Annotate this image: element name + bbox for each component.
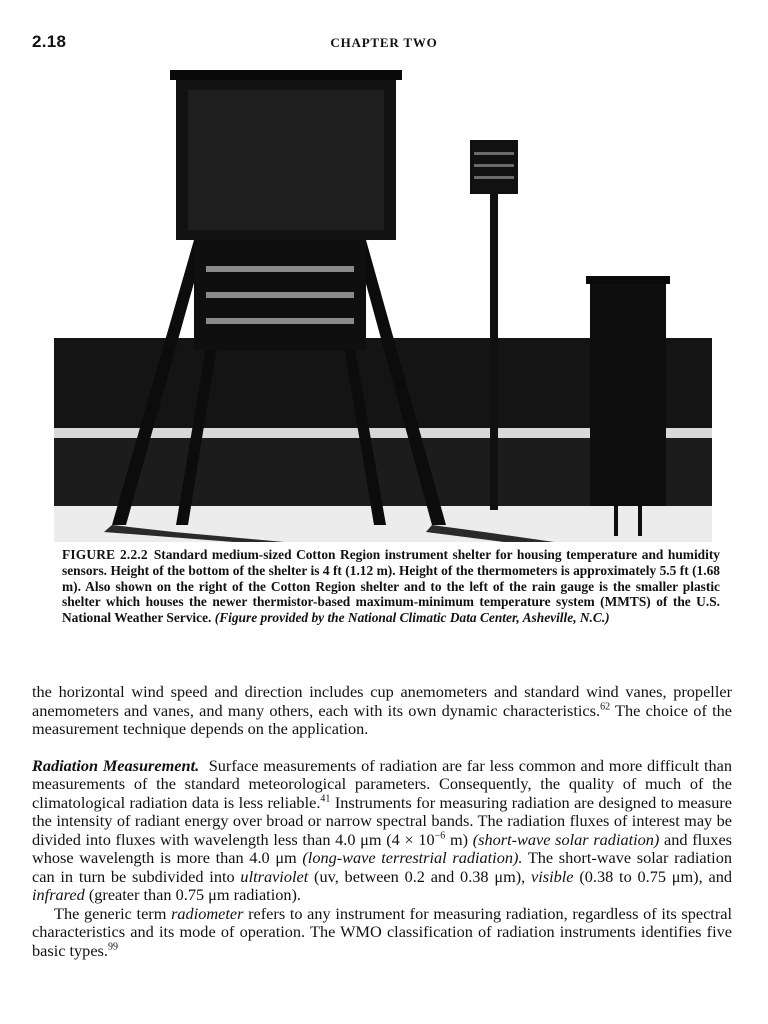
paragraph-wind (32, 683, 732, 739)
term-visible: visible (531, 866, 574, 886)
body-text (32, 683, 732, 960)
figure-caption (62, 547, 720, 626)
reference-marker: 99 (107, 941, 118, 953)
paragraph-text: (uv, between 0.2 and 0.38 μm), (308, 866, 532, 886)
exponent: −6 (434, 830, 446, 842)
term-shortwave: (short-wave solar radiation) (472, 829, 660, 849)
paragraph-radiation (32, 757, 732, 905)
paragraph-text: The generic term (54, 903, 172, 923)
term-infrared: infrared (32, 885, 85, 904)
running-head: CHAPTER TWO (330, 35, 438, 50)
reference-marker: 41 (320, 793, 331, 805)
paragraph-text: (greater than 0.75 μm radiation). (84, 885, 302, 904)
paragraph-radiometer (32, 905, 732, 961)
paragraph-text: Surface measurements of radiation are far less common and more difficult than measurements of the standard meteorological parameters. Consequently, the quality of much of the climatological radiation data is less reliable. (32, 755, 732, 812)
paragraph-text: The choice of the measurement technique depends on the application. (32, 700, 732, 738)
paragraph-text: The short-wave solar radiation can in turn be subdivided into (32, 848, 732, 886)
figure-credit: (Figure provided by the National Climatic Data Center, Asheville, N.C.) (214, 610, 610, 626)
paragraph-text: Instruments for measuring radiation are designed to measure the intensity of radiant energy over broad or narrow spectral bands. The radiation fluxes of interest may be divided into fluxes with wavelength less than 4.0 μm (4 × 10 (32, 792, 732, 849)
rain-gauge (590, 280, 666, 506)
reference-marker: 62 (600, 701, 611, 713)
instrument-shelter-photo (54, 70, 712, 542)
figure-caption-text: Standard medium-sized Cotton Region instrument shelter for housing temperature and humidity sensors. Height of the bottom of the shelter is 4 ft (1.12 m). Height of the thermometers is approximately 5.5 ft (1.68 m). Also shown on the right of the Cotton Region shelter and to the left of the rain gauge is the smaller plastic shelter which houses the newer thermistor-based maximum-minimum temperature system (MMTS) of the U.S. National Weather Service. (62, 547, 721, 626)
figure-photo (54, 70, 712, 542)
paragraph-text: refers to any instrument for measuring radiation, regardless of its spectral characteristics and its mode of operation. The WMO classification of radiation instruments identifies five basic types. (32, 903, 733, 960)
page-number: 2.18 (32, 32, 67, 51)
mmts-pole (490, 190, 498, 510)
paragraph-text: the horizontal wind speed and direction includes cup anemometers and standard wind vanes, propeller anemometers and vanes, and many others, each with its own dynamic characteristics. (32, 682, 732, 720)
term-longwave: (long-wave terrestrial radiation). (302, 848, 523, 867)
term-ultraviolet: ultraviolet (240, 866, 309, 886)
paragraph-text: m) (445, 829, 473, 849)
paragraph-text: and fluxes whose wavelength is more than 4.0 μm (32, 829, 733, 867)
section-heading: Radiation Measurement. (32, 755, 200, 775)
paragraph-text: (0.38 to 0.75 μm), and (573, 866, 732, 886)
term-radiometer: radiometer (171, 903, 244, 923)
figure-label: FIGURE 2.2.2 (62, 547, 148, 562)
